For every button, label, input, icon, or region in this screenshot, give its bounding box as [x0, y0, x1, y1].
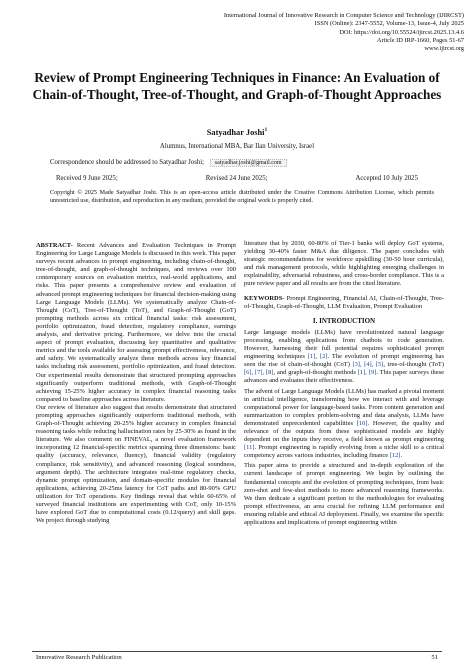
keywords-para: [244, 295, 444, 311]
citation-link[interactable]: [6], [7], [8]: [244, 369, 274, 377]
intro-text: . This paper surveys these advances and evaluates their effectiveness.: [244, 369, 444, 385]
abstract-p2: Our review of literature also suggest that results demonstrate that structured prompting approaches significantly outperform traditional methods, with Graph-of-Thought achieving 20-25% higher accuracy in complex financial reasoning tasks while reducing hallucination rates by 25-30% as found in the literature. We also comment on FINEVAL, a novel evaluation framework incorporating 12 financial-specific metrics spanning three dimensions: basic quality (accuracy, relevance, fluency), financial validity (regulatory compliance, risk sensitivity), and advanced reasoning (logical soundness, argument depth). The architecture integrates real-time regulatory checks, dynamic prompt optimization, and domain-specific modules for financial applications, achieving 20-25ms latency for CoT paths and 80-90% GPU utilization for ToT operations. Key findings reveal that while 60-65% of surveyed financial institutions are experimenting with CoT, only 10-15% have explored GoT due to computational costs (0.12/query) and skill gaps. We project through studying: [36, 403, 236, 525]
article-id: Article ID IRP-1660, Pages 51-67: [376, 36, 464, 44]
intro-text: . The evolution of prompt engineering has seen the rise of chain-of-thought (CoT): [244, 353, 445, 369]
journal-url[interactable]: www.ijircst.org: [424, 45, 464, 53]
accepted-date: Accepted 10 July 2025: [355, 175, 418, 182]
citation-link[interactable]: [2]: [319, 353, 328, 361]
intro-para-1: [244, 329, 444, 386]
affiliation: Alumnus, International MBA, Bar Ilan University, Israel: [159, 143, 315, 150]
journal-issn: ISSN (Online): 2347-5552, Volume-13, Issue-4, July 2025: [314, 20, 464, 28]
copyright-notice: Copyright © 2025 Made Satyadhar Joshi. This is an open-access article distributed under the Creative Commons Attribution License, which permits unrestricted use, distribution, and reproduction in any medium, provided the original work is properly cited.: [50, 190, 434, 204]
author-line: [0, 127, 474, 137]
section-heading-introduction: I. INTRODUCTION: [312, 316, 376, 325]
citation-link[interactable]: [11]: [244, 444, 255, 452]
intro-text: Large language models (LLMs) have revolutionized natural language processing, enabling applications from chatbots to code generation. However, harnessing their full potential requires sophisticated prompt engineering techniques: [244, 328, 444, 361]
correspondence: [50, 159, 287, 167]
footer-divider: [32, 651, 442, 652]
author-sup: 1: [264, 127, 268, 133]
intro-text: .: [400, 452, 403, 460]
intro-text: . However, the quality and relevance of the outputs from these sophisticated models are highly dependent on the inputs they receive, a field known as prompt engineering: [244, 419, 444, 444]
received-date: Received 9 June 2025;: [56, 175, 118, 182]
paper-title: Review of Prompt Engineering Techniques in Finance: An Evaluation of Chain-of-Thought, Tree-of-Thought, and Graph-of-Thought Approaches: [32, 70, 442, 102]
intro-para-3: This paper aims to provide a structured and in-depth exploration of the current landscape of prompt engineering. We begin by outlining the fundamental concepts and the evolution of prompting techniques, from basic zero-shot and few-shot methods to more advanced reasoning frameworks. We then dedicate a significant portion to the methodologies for evaluating prompt effectiveness, an area crucial for refining LLM performance and ensuring reliable and ethical AI deployment. Finally, we examine the specific applications and implications of prompt engineering within: [244, 462, 444, 526]
abstract-p1: [36, 242, 236, 404]
intro-text: , tree-of-thought (ToT): [383, 361, 444, 369]
right-column: [244, 240, 444, 529]
citation-link[interactable]: [1]: [307, 353, 316, 361]
keywords-text: Prompt Engineering, Financial AI, Chain-of-Thought, Tree-of-Thought, Graph-of-Thought, LLM Evaluation, Prompt Evaluation: [244, 294, 444, 310]
journal-name: International Journal of Innovative Research in Computer Science and Technology (IJIRCST): [223, 12, 464, 19]
introduction-body: [244, 329, 444, 527]
footer-publisher: Innovative Research Publication: [36, 654, 122, 661]
keywords-label: KEYWORDS-: [244, 294, 285, 302]
left-column: [36, 242, 236, 525]
intro-text: The advent of Large Language Models (LLMs) has marked a pivotal moment in artificial intelligence, transforming how we interact with and leverage computational power for language-based tasks. From content generation and summarization to complex problem-solving and data analysis, LLMs have demonstrated unprecedented capabilities: [244, 387, 444, 427]
intro-para-2: [244, 388, 444, 461]
dates-row: [56, 175, 418, 182]
citation-link[interactable]: [3], [4], [5]: [352, 361, 384, 369]
abstract-text-1: Recent Advances and Evaluation Techniques in Prompt Engineering for Large Language Models is discussed in this work. This paper surveys recent advances in prompt engineering, including chain-of-thought, tree-of-thought, and graph-of-thought techniques, and reviews over 100 contemporary sources on evaluation metrics, real-world applications, and risks. This paper presents a comprehensive review and evaluation of advanced prompt engineering techniques for financial decision-making using Large Language Models (LLMs). We systematically analyze Chain-of-Thought (CoT), Tree-of-Thought (ToT), and Graph-of-Thought (GoT) prompting methods across six critical financial tasks: risk assessment, portfolio optimization, fraud detection, regulatory compliance, earnings analysis, and derivative pricing. Furthermore, we delve into the crucial aspect of prompt evaluation, discussing key quantitative and qualitative metrics and the tools available for assessing prompt effectiveness, relevance, and safety. We systematically analyze these methods across key financial tasks including risk assessment, portfolio optimization, and fraud detection. Our experimental results demonstrate that structured prompting approaches significantly outperform traditional methods, with Graph-of-Thought achieving 15-25% higher accuracy in complex financial reasoning tasks compared to baseline approaches across literature.: [36, 242, 236, 403]
citation-link[interactable]: [1], [9]: [357, 369, 377, 377]
journal-doi[interactable]: DOI: https://doi.org/10.55524/ijircst.2025.13.4.6: [339, 28, 464, 36]
revised-date: Revised 24 June 2025;: [205, 175, 268, 182]
intro-text: . Prompt engineering is rapidly evolving from a niche skill to a critical competency across various industries, including finance: [244, 444, 444, 460]
email-link[interactable]: satyadhar.joshi@gmail.com: [210, 159, 287, 167]
citation-link[interactable]: [10]: [356, 419, 368, 427]
abstract-continuation: literature that by 2030, 60-80% of Tier-1 banks will deploy GoT systems, yielding 30-40% faster M&A due diligence. The paper concludes with strategic recommendations for workforce upskilling (30-50 hour curricula), and risk management protocols, while highlighting emerging challenges in explainability, adversarial robustness, and cross-border compliance. This is a pure review paper and all results are from the cited literature.: [244, 240, 444, 288]
intro-text: , and graph-of-thought methods: [273, 369, 358, 377]
correspondence-text: Correspondence should be addressed to Satyadhar Joshi;: [50, 159, 205, 166]
page-number: 51: [431, 654, 438, 661]
abstract-label: ABSTRACT-: [36, 242, 73, 249]
citation-link[interactable]: [12]: [389, 452, 401, 460]
author-name: Satyadhar Joshi: [206, 127, 265, 137]
journal-header: [200, 12, 464, 53]
intro-text: ,: [315, 353, 320, 361]
